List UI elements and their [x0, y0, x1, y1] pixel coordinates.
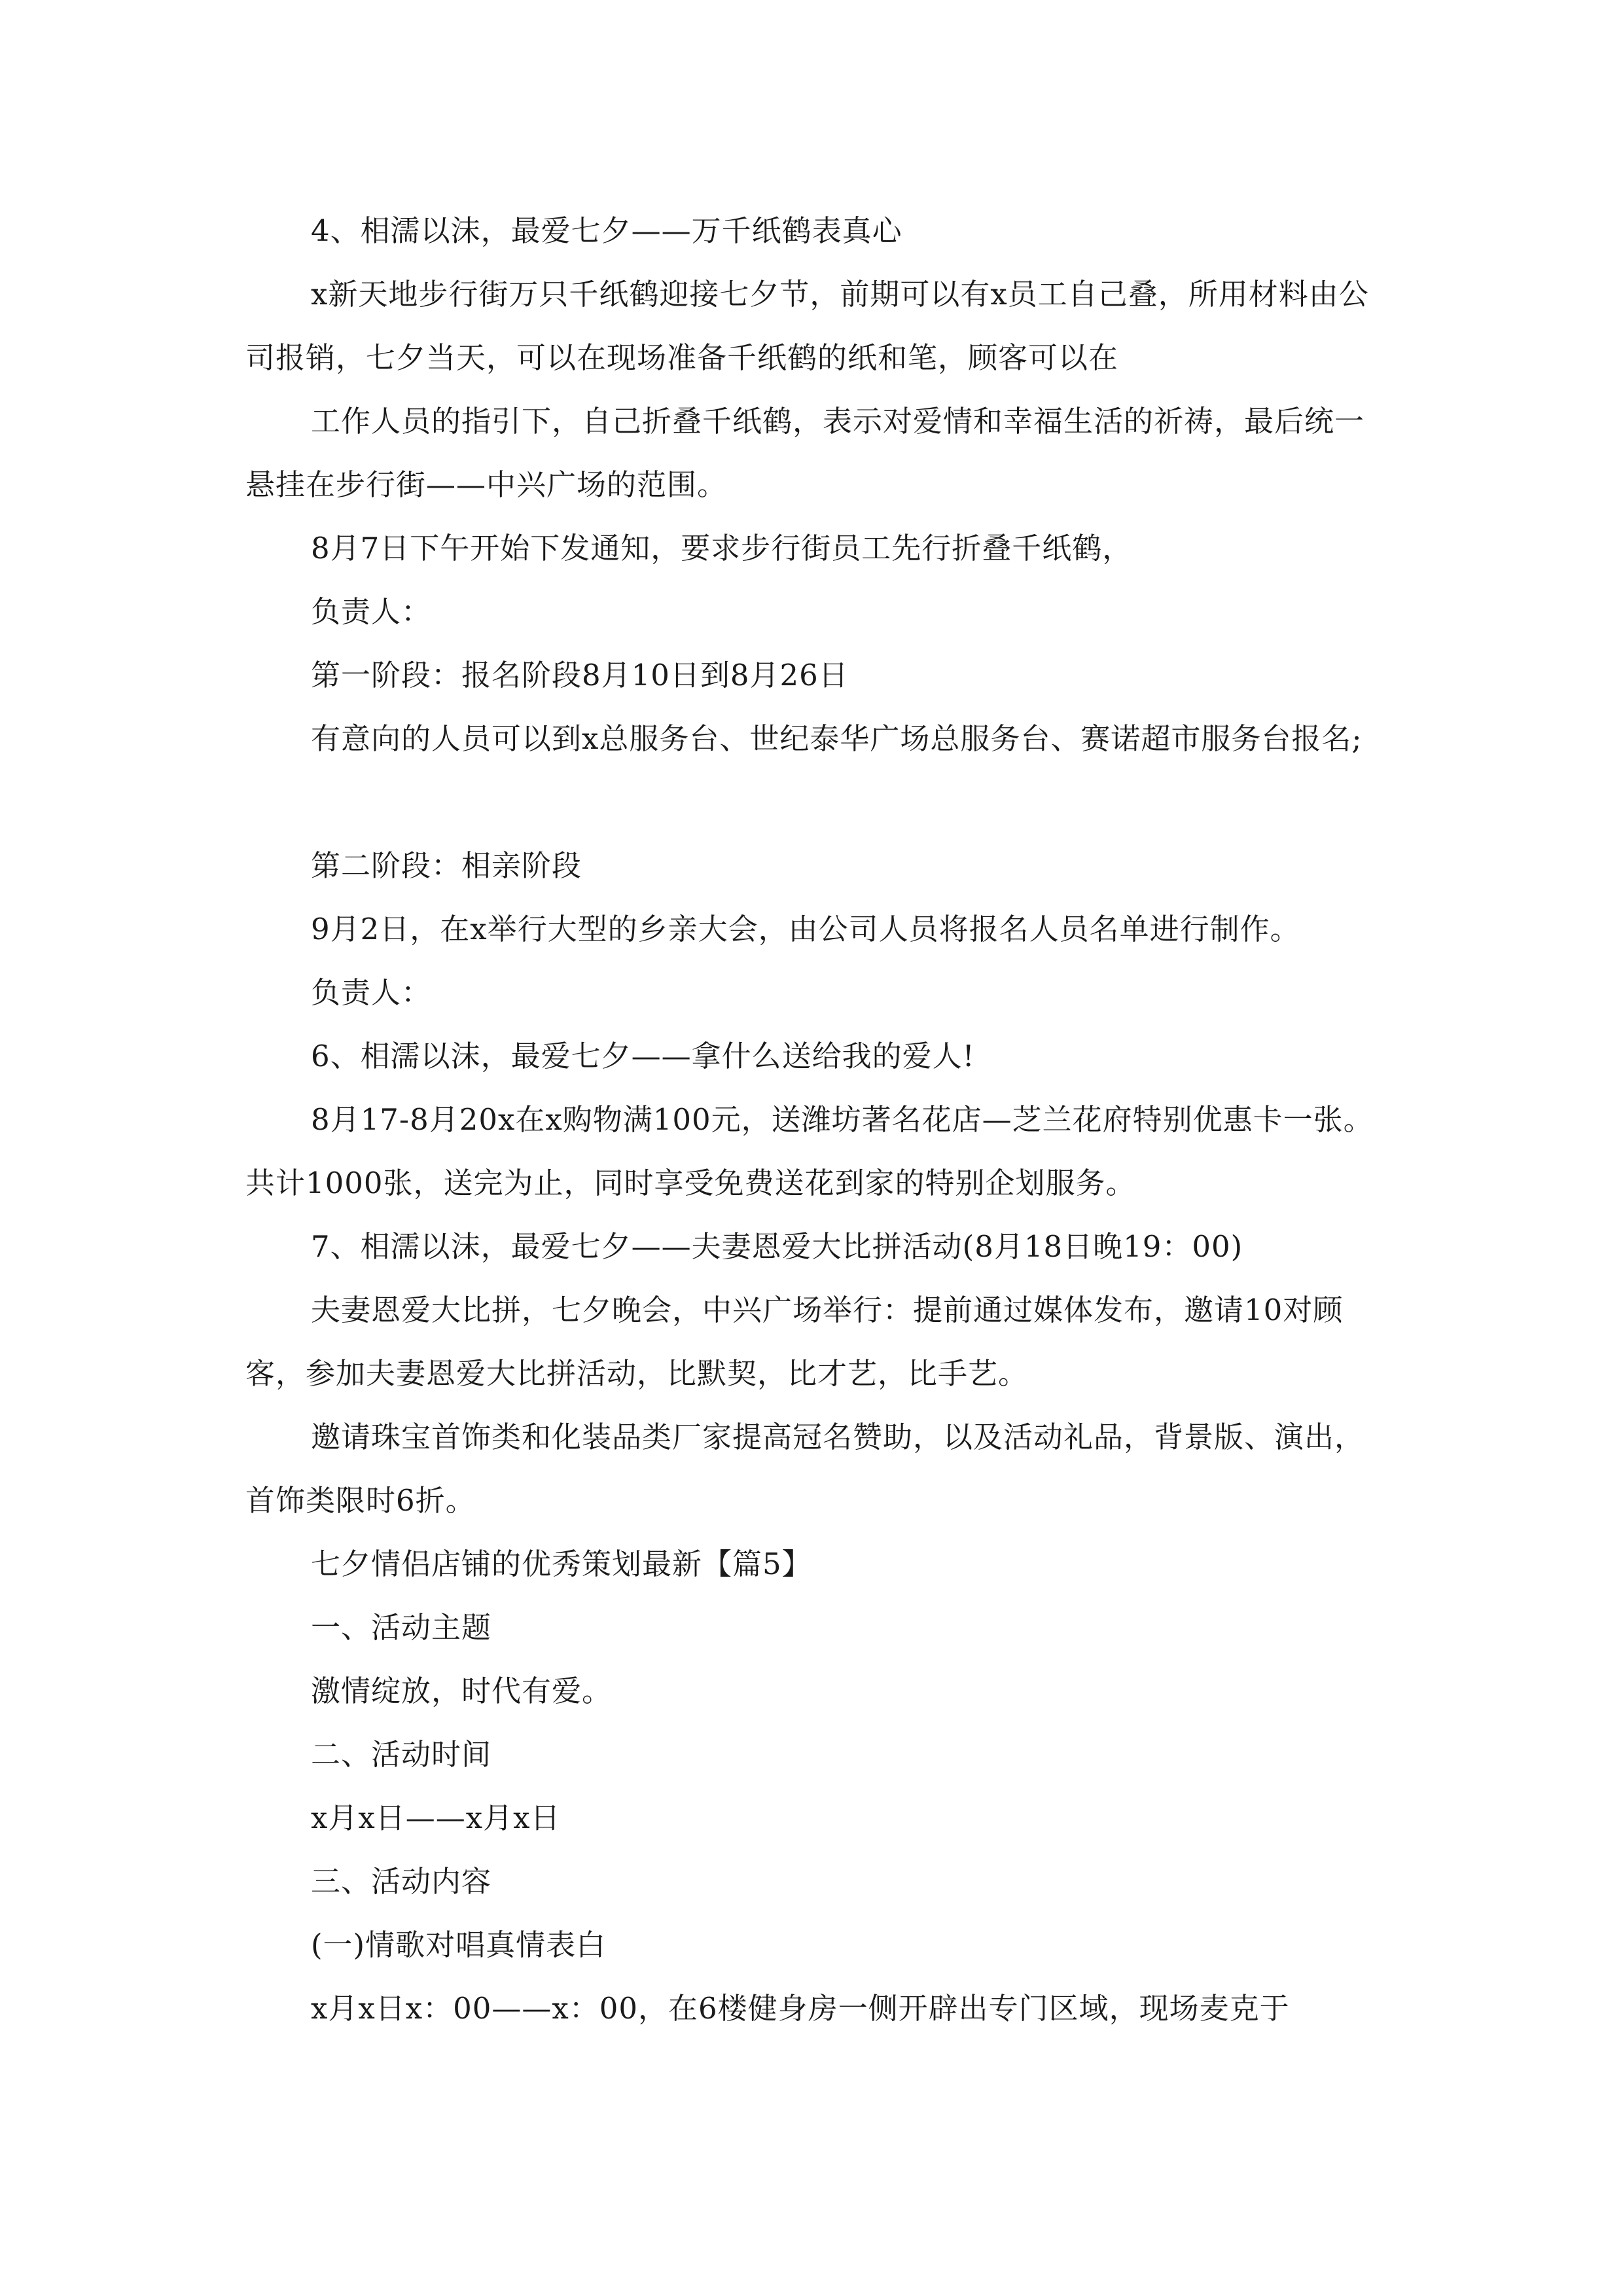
section-heading-5: 七夕情侣店铺的优秀策划最新【篇5】 [311, 1547, 812, 1581]
paragraph-time: x月x日——x月x日 [311, 1801, 561, 1835]
heading-activity-time: 二、活动时间 [311, 1737, 492, 1772]
paragraph-15: 邀请珠宝首饰类和化装品类厂家提高冠名赞助，以及活动礼品，背景版、演出，首饰类限时6折。 [245, 1420, 1365, 1518]
heading-activity-theme: 一、活动主题 [311, 1610, 492, 1645]
paragraph-14: 夫妻恩爱大比拼，七夕晚会，中兴广场举行：提前通过媒体发布，邀请10对顾客，参加夫妻恩爱大比拼活动，比默契，比才艺，比手艺。 [245, 1293, 1344, 1391]
paragraph-2: x新天地步行街万只千纸鹤迎接七夕节，前期可以有x员工自己叠，所用材料由公司报销，七夕当天，可以在现场准备千纸鹤的纸和笔，顾客可以在 [245, 277, 1369, 375]
paragraph-4: 8月7日下午开始下发通知，要求步行街员工先行折叠千纸鹤， [311, 531, 1133, 565]
paragraph-6: 第一阶段：报名阶段8月10日到8月26日 [311, 658, 849, 692]
paragraph-13: 7、相濡以沫，最爱七夕——夫妻恩爱大比拼活动(8月18日晚19：00) [311, 1229, 1243, 1264]
paragraph-9: 9月2日，在x举行大型的乡亲大会，由公司人员将报名人员名单进行制作。 [311, 912, 1300, 946]
paragraph-12: 8月17-8月20x在x购物满100元，送潍坊著名花店—芝兰花府特别优惠卡一张。共计1000张，送完为止，同时享受免费送花到家的特别企划服务。 [245, 1102, 1374, 1200]
paragraph-3: 工作人员的指引下，自己折叠千纸鹤，表示对爱情和幸福生活的祈祷，最后统一悬挂在步行街——中兴广场的范围。 [245, 404, 1365, 502]
paragraph-5: 负责人： [311, 594, 432, 629]
paragraph-8: 第二阶段：相亲阶段 [311, 848, 582, 883]
paragraph-7: 有意向的人员可以到x总服务台、世纪泰华广场总服务台、赛诺超市服务台报名; [311, 721, 1363, 756]
paragraph-final: x月x日x：00——x：00，在6楼健身房一侧开辟出专门区域，现场麦克于 [311, 1991, 1290, 2026]
paragraph-11: 6、相濡以沫，最爱七夕——拿什么送给我的爱人! [311, 1039, 975, 1073]
subheading-love-song: (一)情歌对唱真情表白 [311, 1928, 607, 1962]
paragraph-theme: 激情绽放，时代有爱。 [311, 1674, 613, 1708]
paragraph-1: 4、相濡以沫，最爱七夕——万千纸鹤表真心 [311, 213, 902, 248]
heading-activity-content: 三、活动内容 [311, 1864, 492, 1899]
paragraph-10: 负责人： [311, 975, 432, 1010]
